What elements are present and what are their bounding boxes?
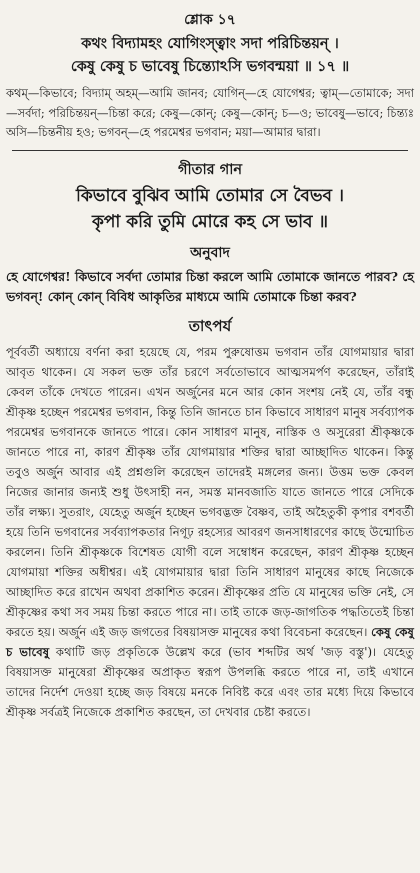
purport-heading: তাৎপর্য (188, 316, 232, 335)
sanskrit-verse-line-1: কথং বিদ্যামহং যোগিংস্ত্বাং সদা পরিচিন্তয়ন্ । (81, 35, 339, 52)
sanskrit-verse-line-2: কেষু কেষু চ ভাবেষু চিন্ত্যোঽসি ভগবন্ময়া ॥ ১৭ ॥ (70, 58, 350, 75)
purport-body (6, 342, 414, 722)
song-heading: গীতার গান (177, 160, 243, 178)
purport-text-part-1: পূর্ববর্তী অধ্যায়ে বর্ণনা করা হয়েছে যে, পরম পুরুষোত্তম ভগবান তাঁর যোগমায়ার দ্বারা আবৃত থাকেন। যে সকল ভক্ত তাঁর চরণে সর্বতোভাবে আত্মসমর্পণ করেছেন, তাঁরাই কেবল তাঁকে দেখতে পারেন। এখন অর্জুনের মনে আর কোন সংশয় নেই যে, তাঁর বন্ধু শ্রীকৃষ্ণ হচ্ছেন পরমেশ্বর ভগবান, কিন্তু তিনি জানতে চান কিভাবে সাধারণ মানুষ সর্বব্যাপক পরমেশ্বর ভগবানকে জানতে পারে। কোন সাধারণ মানুষ, নাস্তিক ও অসুরেরা শ্রীকৃষ্ণকে জানতে পারে না, কারণ শ্রীকৃষ্ণ তাঁর যোগমায়ার শক্তির দ্বারা আচ্ছাদিত থাকেন। কিন্তু তবুও অর্জুন আবার এই প্রশ্নগুলি করেছেন তাদেরই মঙ্গলের জন্য। উত্তম ভক্ত কেবল নিজের জানার জন্যই শুধু উৎসাহী নন, সমস্ত মানবজাতি যাতে জানতে পারে সেদিকে তাঁর লক্ষ্য। সুতরাং, যেহেতু অর্জুন হচ্ছেন ভগবদ্ভক্ত বৈষ্ণব, তাই অহৈতুকী কৃপার বশবর্তী হয়ে তিনি ভগবানের সর্বব্যাপকতার নিগূঢ় রহস্যের আবরণ জনসাধারণের কাছে উন্মোচিত করলেন। তিনি শ্রীকৃষ্ণকে বিশেষত যোগী বলে সম্বোধন করেছেন, কারণ শ্রীকৃষ্ণ হচ্ছেন যোগমায়া শক্তির অধীশ্বর। এই যোগমায়ার দ্বারা তিনি সাধারণ মানুষের কাছে নিজেকে আচ্ছাদিত করে রাখেন অথবা প্রকাশিত করেন। শ্রীকৃষ্ণের প্রতি যে মানুষের ভক্তি নেই, সে শ্রীকৃষ্ণের কথা সব সময় চিন্তা করতে পারে না। তাই তাকে জড়-জাগতিক পদ্ধতিতেই চিন্তা করতে হয়। অর্জুন এই জড় জগতের বিষয়াসক্ত মানুষের কথা বিবেচনা করেছেন। (6, 344, 414, 639)
translation-heading: অনুবাদ (190, 244, 230, 261)
verse-number: শ্লোক ১৭ (184, 12, 236, 28)
purport-emphasis: কেষু কেষু চ ভাবেষু (6, 624, 414, 659)
song-line-2: কৃপা করি তুমি মোরে কহ সে ভাব ॥ (91, 211, 329, 232)
translation-text: হে যোগেশ্বর! কিভাবে সর্বদা তোমার চিন্তা করলে আমি তোমাকে জানতে পারব? হে ভগবন্! কোন্ কোন্ বিবিধ আকৃতির মাধ্যমে আমি তোমাকে চিন্তা করব? (6, 268, 414, 304)
purport-text-part-2: কথাটি জড় প্রকৃতিকে উল্লেখ করে (ভাব শব্দটির অর্থ 'জড় বস্তু')। যেহেতু বিষয়াসক্ত মানুষেরা শ্রীকৃষ্ণের অপ্রাকৃত স্বরূপ উপলব্ধি করতে পারে না, তাই এখানে তাদের নির্দেশ দেওয়া হচ্ছে জড় বিষয়ে মনকে নিবিষ্ট করে এবং তার মধ্যে দিয়ে কিভাবে শ্রীকৃষ্ণ সর্বত্রই নিজেকে প্রকাশিত করছেন, তা দেখবার চেষ্টা করতে। (6, 644, 414, 719)
section-divider (12, 150, 408, 151)
song-line-1: কিভাবে বুঝিব আমি তোমার সে বৈভব । (76, 185, 344, 206)
word-synonyms: কথম্—কিভাবে; বিদ্যাম্ অহম্—আমি জানব; যোগিন্—হে যোগেশ্বর; ত্বাম্—তোমাকে; সদা—সর্বদা; পরিচিন্তয়ন্—চিন্তা করে; কেষু—কোন্; কেষু—কোন্; চ—ও; ভাবেষু—ভাবে; চিন্ত্যঃ অসি—চিন্তনীয় হও; ভগবন্—হে পরমেশ্বর ভগবান; ময়া—আমার দ্বারা। (6, 86, 414, 139)
